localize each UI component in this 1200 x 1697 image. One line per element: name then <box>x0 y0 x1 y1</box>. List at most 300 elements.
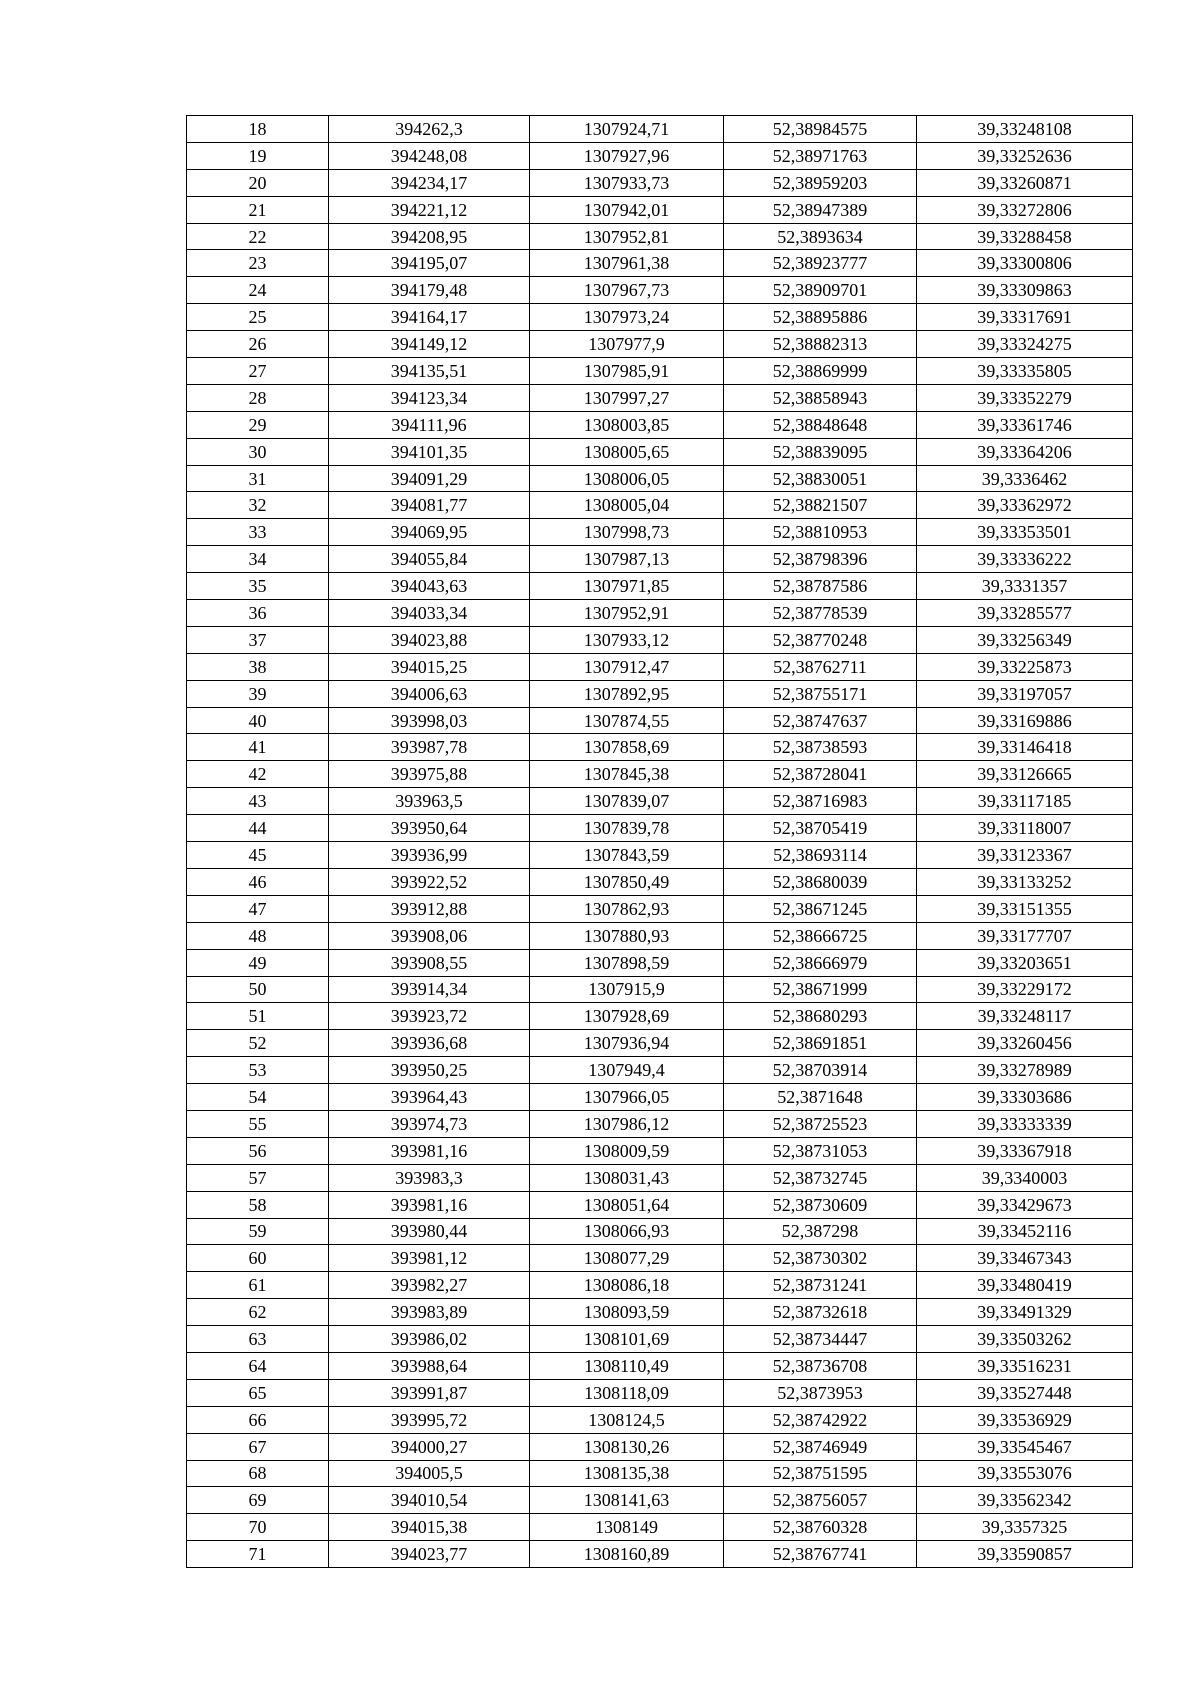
table-row <box>187 142 1133 169</box>
point-number-cell: 30 <box>187 438 329 465</box>
x-coordinate-cell: 394208,95 <box>329 223 530 250</box>
table-row <box>187 411 1133 438</box>
coordinates-table <box>186 115 1133 1568</box>
latitude-cell: 52,38798396 <box>724 546 917 573</box>
table-row <box>187 465 1133 492</box>
y-coordinate-cell: 1307927,96 <box>530 142 724 169</box>
y-coordinate-cell: 1308005,65 <box>530 438 724 465</box>
x-coordinate-cell: 394006,63 <box>329 680 530 707</box>
latitude-cell: 52,38959203 <box>724 169 917 196</box>
table-row <box>187 1030 1133 1057</box>
y-coordinate-cell: 1307928,69 <box>530 1003 724 1030</box>
x-coordinate-cell: 394248,08 <box>329 142 530 169</box>
longitude-cell: 39,33324275 <box>917 331 1133 358</box>
point-number-cell: 32 <box>187 492 329 519</box>
y-coordinate-cell: 1308135,38 <box>530 1460 724 1487</box>
latitude-cell: 52,3893634 <box>724 223 917 250</box>
table-row <box>187 304 1133 331</box>
latitude-cell: 52,38693114 <box>724 842 917 869</box>
longitude-cell: 39,33562342 <box>917 1487 1133 1514</box>
longitude-cell: 39,33146418 <box>917 734 1133 761</box>
longitude-cell: 39,33503262 <box>917 1326 1133 1353</box>
y-coordinate-cell: 1307997,27 <box>530 384 724 411</box>
table-row <box>187 438 1133 465</box>
y-coordinate-cell: 1308003,85 <box>530 411 724 438</box>
point-number-cell: 48 <box>187 922 329 949</box>
y-coordinate-cell: 1307892,95 <box>530 680 724 707</box>
longitude-cell: 39,33516231 <box>917 1352 1133 1379</box>
x-coordinate-cell: 393988,64 <box>329 1352 530 1379</box>
point-number-cell: 42 <box>187 761 329 788</box>
x-coordinate-cell: 394111,96 <box>329 411 530 438</box>
longitude-cell: 39,33300806 <box>917 250 1133 277</box>
y-coordinate-cell: 1307961,38 <box>530 250 724 277</box>
table-row <box>187 1191 1133 1218</box>
table-row <box>187 734 1133 761</box>
y-coordinate-cell: 1307985,91 <box>530 358 724 385</box>
longitude-cell: 39,33278989 <box>917 1057 1133 1084</box>
longitude-cell: 39,33527448 <box>917 1379 1133 1406</box>
longitude-cell: 39,33309863 <box>917 277 1133 304</box>
longitude-cell: 39,33352279 <box>917 384 1133 411</box>
point-number-cell: 56 <box>187 1137 329 1164</box>
table-row <box>187 788 1133 815</box>
longitude-cell: 39,33452116 <box>917 1218 1133 1245</box>
longitude-cell: 39,3331357 <box>917 573 1133 600</box>
point-number-cell: 54 <box>187 1084 329 1111</box>
latitude-cell: 52,38705419 <box>724 815 917 842</box>
y-coordinate-cell: 1307971,85 <box>530 573 724 600</box>
point-number-cell: 39 <box>187 680 329 707</box>
x-coordinate-cell: 393936,68 <box>329 1030 530 1057</box>
y-coordinate-cell: 1308051,64 <box>530 1191 724 1218</box>
table-row <box>187 384 1133 411</box>
x-coordinate-cell: 394135,51 <box>329 358 530 385</box>
x-coordinate-cell: 394023,88 <box>329 626 530 653</box>
point-number-cell: 24 <box>187 277 329 304</box>
y-coordinate-cell: 1307858,69 <box>530 734 724 761</box>
longitude-cell: 39,33133252 <box>917 868 1133 895</box>
y-coordinate-cell: 1307845,38 <box>530 761 724 788</box>
point-number-cell: 35 <box>187 573 329 600</box>
x-coordinate-cell: 393991,87 <box>329 1379 530 1406</box>
x-coordinate-cell: 394000,27 <box>329 1433 530 1460</box>
longitude-cell: 39,33429673 <box>917 1191 1133 1218</box>
x-coordinate-cell: 394149,12 <box>329 331 530 358</box>
point-number-cell: 37 <box>187 626 329 653</box>
latitude-cell: 52,38869999 <box>724 358 917 385</box>
x-coordinate-cell: 393922,52 <box>329 868 530 895</box>
point-number-cell: 22 <box>187 223 329 250</box>
latitude-cell: 52,38736708 <box>724 1352 917 1379</box>
y-coordinate-cell: 1307933,12 <box>530 626 724 653</box>
y-coordinate-cell: 1307915,9 <box>530 976 724 1003</box>
x-coordinate-cell: 394015,25 <box>329 653 530 680</box>
table-row <box>187 680 1133 707</box>
x-coordinate-cell: 393923,72 <box>329 1003 530 1030</box>
longitude-cell: 39,33317691 <box>917 304 1133 331</box>
x-coordinate-cell: 393980,44 <box>329 1218 530 1245</box>
longitude-cell: 39,33303686 <box>917 1084 1133 1111</box>
longitude-cell: 39,33467343 <box>917 1245 1133 1272</box>
y-coordinate-cell: 1307952,91 <box>530 600 724 627</box>
point-number-cell: 64 <box>187 1352 329 1379</box>
longitude-cell: 39,33252636 <box>917 142 1133 169</box>
x-coordinate-cell: 393986,02 <box>329 1326 530 1353</box>
latitude-cell: 52,38680039 <box>724 868 917 895</box>
x-coordinate-cell: 394005,5 <box>329 1460 530 1487</box>
x-coordinate-cell: 394234,17 <box>329 169 530 196</box>
table-row <box>187 761 1133 788</box>
latitude-cell: 52,38778539 <box>724 600 917 627</box>
longitude-cell: 39,33536929 <box>917 1406 1133 1433</box>
latitude-cell: 52,38732745 <box>724 1164 917 1191</box>
latitude-cell: 52,38730609 <box>724 1191 917 1218</box>
y-coordinate-cell: 1308118,09 <box>530 1379 724 1406</box>
table-row <box>187 895 1133 922</box>
latitude-cell: 52,3873953 <box>724 1379 917 1406</box>
point-number-cell: 52 <box>187 1030 329 1057</box>
longitude-cell: 39,33362972 <box>917 492 1133 519</box>
longitude-cell: 39,33367918 <box>917 1137 1133 1164</box>
table-row <box>187 169 1133 196</box>
latitude-cell: 52,38671999 <box>724 976 917 1003</box>
y-coordinate-cell: 1308031,43 <box>530 1164 724 1191</box>
latitude-cell: 52,38770248 <box>724 626 917 653</box>
point-number-cell: 41 <box>187 734 329 761</box>
x-coordinate-cell: 393914,34 <box>329 976 530 1003</box>
table-row <box>187 1084 1133 1111</box>
latitude-cell: 52,38691851 <box>724 1030 917 1057</box>
y-coordinate-cell: 1308006,05 <box>530 465 724 492</box>
table-row <box>187 1379 1133 1406</box>
longitude-cell: 39,33260871 <box>917 169 1133 196</box>
y-coordinate-cell: 1308110,49 <box>530 1352 724 1379</box>
x-coordinate-cell: 394164,17 <box>329 304 530 331</box>
table-row <box>187 116 1133 143</box>
point-number-cell: 46 <box>187 868 329 895</box>
table-row <box>187 1514 1133 1541</box>
longitude-cell: 39,33118007 <box>917 815 1133 842</box>
longitude-cell: 39,33260456 <box>917 1030 1133 1057</box>
point-number-cell: 69 <box>187 1487 329 1514</box>
y-coordinate-cell: 1307966,05 <box>530 1084 724 1111</box>
latitude-cell: 52,38716983 <box>724 788 917 815</box>
longitude-cell: 39,33229172 <box>917 976 1133 1003</box>
y-coordinate-cell: 1308009,59 <box>530 1137 724 1164</box>
point-number-cell: 29 <box>187 411 329 438</box>
y-coordinate-cell: 1307850,49 <box>530 868 724 895</box>
y-coordinate-cell: 1307874,55 <box>530 707 724 734</box>
longitude-cell: 39,33335805 <box>917 358 1133 385</box>
x-coordinate-cell: 394069,95 <box>329 519 530 546</box>
y-coordinate-cell: 1307987,13 <box>530 546 724 573</box>
point-number-cell: 33 <box>187 519 329 546</box>
point-number-cell: 36 <box>187 600 329 627</box>
table-row <box>187 573 1133 600</box>
point-number-cell: 34 <box>187 546 329 573</box>
longitude-cell: 39,33256349 <box>917 626 1133 653</box>
y-coordinate-cell: 1307839,07 <box>530 788 724 815</box>
table-row <box>187 815 1133 842</box>
y-coordinate-cell: 1307933,73 <box>530 169 724 196</box>
latitude-cell: 52,38760328 <box>724 1514 917 1541</box>
x-coordinate-cell: 393987,78 <box>329 734 530 761</box>
latitude-cell: 52,38762711 <box>724 653 917 680</box>
point-number-cell: 26 <box>187 331 329 358</box>
latitude-cell: 52,38738593 <box>724 734 917 761</box>
longitude-cell: 39,33151355 <box>917 895 1133 922</box>
point-number-cell: 44 <box>187 815 329 842</box>
table-row <box>187 842 1133 869</box>
x-coordinate-cell: 394015,38 <box>329 1514 530 1541</box>
x-coordinate-cell: 394262,3 <box>329 116 530 143</box>
latitude-cell: 52,38730302 <box>724 1245 917 1272</box>
x-coordinate-cell: 394081,77 <box>329 492 530 519</box>
latitude-cell: 52,38767741 <box>724 1541 917 1568</box>
longitude-cell: 39,33203651 <box>917 949 1133 976</box>
table-row <box>187 1003 1133 1030</box>
point-number-cell: 55 <box>187 1110 329 1137</box>
x-coordinate-cell: 393981,16 <box>329 1191 530 1218</box>
latitude-cell: 52,38666725 <box>724 922 917 949</box>
longitude-cell: 39,33361746 <box>917 411 1133 438</box>
y-coordinate-cell: 1307924,71 <box>530 116 724 143</box>
latitude-cell: 52,38756057 <box>724 1487 917 1514</box>
point-number-cell: 61 <box>187 1272 329 1299</box>
y-coordinate-cell: 1307967,73 <box>530 277 724 304</box>
latitude-cell: 52,38895886 <box>724 304 917 331</box>
point-number-cell: 71 <box>187 1541 329 1568</box>
x-coordinate-cell: 393974,73 <box>329 1110 530 1137</box>
table-row <box>187 1299 1133 1326</box>
x-coordinate-cell: 394043,63 <box>329 573 530 600</box>
table-row <box>187 976 1133 1003</box>
y-coordinate-cell: 1307839,78 <box>530 815 724 842</box>
point-number-cell: 20 <box>187 169 329 196</box>
longitude-cell: 39,33126665 <box>917 761 1133 788</box>
latitude-cell: 52,38731241 <box>724 1272 917 1299</box>
point-number-cell: 49 <box>187 949 329 976</box>
y-coordinate-cell: 1307977,9 <box>530 331 724 358</box>
latitude-cell: 52,3871648 <box>724 1084 917 1111</box>
latitude-cell: 52,38755171 <box>724 680 917 707</box>
x-coordinate-cell: 393908,06 <box>329 922 530 949</box>
table-row <box>187 1245 1133 1272</box>
latitude-cell: 52,38732618 <box>724 1299 917 1326</box>
x-coordinate-cell: 394179,48 <box>329 277 530 304</box>
coordinates-table-body <box>187 116 1133 1568</box>
table-row <box>187 223 1133 250</box>
point-number-cell: 45 <box>187 842 329 869</box>
longitude-cell: 39,33353501 <box>917 519 1133 546</box>
x-coordinate-cell: 393981,16 <box>329 1137 530 1164</box>
latitude-cell: 52,38984575 <box>724 116 917 143</box>
table-row <box>187 519 1133 546</box>
longitude-cell: 39,33545467 <box>917 1433 1133 1460</box>
latitude-cell: 52,38810953 <box>724 519 917 546</box>
table-row <box>187 1272 1133 1299</box>
point-number-cell: 51 <box>187 1003 329 1030</box>
y-coordinate-cell: 1308124,5 <box>530 1406 724 1433</box>
y-coordinate-cell: 1307912,47 <box>530 653 724 680</box>
point-number-cell: 57 <box>187 1164 329 1191</box>
longitude-cell: 39,33285577 <box>917 600 1133 627</box>
table-row <box>187 1541 1133 1568</box>
y-coordinate-cell: 1307880,93 <box>530 922 724 949</box>
y-coordinate-cell: 1308086,18 <box>530 1272 724 1299</box>
longitude-cell: 39,33225873 <box>917 653 1133 680</box>
y-coordinate-cell: 1308077,29 <box>530 1245 724 1272</box>
table-row <box>187 707 1133 734</box>
table-row <box>187 277 1133 304</box>
x-coordinate-cell: 394221,12 <box>329 196 530 223</box>
table-row <box>187 331 1133 358</box>
longitude-cell: 39,33333339 <box>917 1110 1133 1137</box>
table-row <box>187 1487 1133 1514</box>
y-coordinate-cell: 1307986,12 <box>530 1110 724 1137</box>
table-row <box>187 600 1133 627</box>
y-coordinate-cell: 1307936,94 <box>530 1030 724 1057</box>
x-coordinate-cell: 394101,35 <box>329 438 530 465</box>
x-coordinate-cell: 393982,27 <box>329 1272 530 1299</box>
longitude-cell: 39,33197057 <box>917 680 1133 707</box>
y-coordinate-cell: 1308149 <box>530 1514 724 1541</box>
point-number-cell: 63 <box>187 1326 329 1353</box>
y-coordinate-cell: 1307898,59 <box>530 949 724 976</box>
table-row <box>187 1460 1133 1487</box>
table-row <box>187 1218 1133 1245</box>
x-coordinate-cell: 394055,84 <box>329 546 530 573</box>
longitude-cell: 39,3357325 <box>917 1514 1133 1541</box>
point-number-cell: 40 <box>187 707 329 734</box>
latitude-cell: 52,38830051 <box>724 465 917 492</box>
latitude-cell: 52,38848648 <box>724 411 917 438</box>
x-coordinate-cell: 393908,55 <box>329 949 530 976</box>
table-row <box>187 1110 1133 1137</box>
latitude-cell: 52,38731053 <box>724 1137 917 1164</box>
longitude-cell: 39,33590857 <box>917 1541 1133 1568</box>
longitude-cell: 39,33248117 <box>917 1003 1133 1030</box>
longitude-cell: 39,33553076 <box>917 1460 1133 1487</box>
longitude-cell: 39,33123367 <box>917 842 1133 869</box>
longitude-cell: 39,33272806 <box>917 196 1133 223</box>
longitude-cell: 39,33117185 <box>917 788 1133 815</box>
point-number-cell: 50 <box>187 976 329 1003</box>
y-coordinate-cell: 1308141,63 <box>530 1487 724 1514</box>
table-row <box>187 196 1133 223</box>
latitude-cell: 52,38839095 <box>724 438 917 465</box>
y-coordinate-cell: 1308093,59 <box>530 1299 724 1326</box>
latitude-cell: 52,38680293 <box>724 1003 917 1030</box>
y-coordinate-cell: 1307942,01 <box>530 196 724 223</box>
table-row <box>187 653 1133 680</box>
latitude-cell: 52,38728041 <box>724 761 917 788</box>
table-row <box>187 1057 1133 1084</box>
longitude-cell: 39,33364206 <box>917 438 1133 465</box>
latitude-cell: 52,38909701 <box>724 277 917 304</box>
x-coordinate-cell: 393950,64 <box>329 815 530 842</box>
table-row <box>187 1137 1133 1164</box>
longitude-cell: 39,33491329 <box>917 1299 1133 1326</box>
x-coordinate-cell: 393981,12 <box>329 1245 530 1272</box>
x-coordinate-cell: 393936,99 <box>329 842 530 869</box>
point-number-cell: 59 <box>187 1218 329 1245</box>
point-number-cell: 25 <box>187 304 329 331</box>
longitude-cell: 39,33169886 <box>917 707 1133 734</box>
latitude-cell: 52,38858943 <box>724 384 917 411</box>
longitude-cell: 39,33177707 <box>917 922 1133 949</box>
latitude-cell: 52,38742922 <box>724 1406 917 1433</box>
table-row <box>187 1352 1133 1379</box>
table-row <box>187 1164 1133 1191</box>
latitude-cell: 52,38947389 <box>724 196 917 223</box>
longitude-cell: 39,3340003 <box>917 1164 1133 1191</box>
point-number-cell: 43 <box>187 788 329 815</box>
y-coordinate-cell: 1308066,93 <box>530 1218 724 1245</box>
latitude-cell: 52,38671245 <box>724 895 917 922</box>
y-coordinate-cell: 1307973,24 <box>530 304 724 331</box>
y-coordinate-cell: 1307998,73 <box>530 519 724 546</box>
y-coordinate-cell: 1308130,26 <box>530 1433 724 1460</box>
x-coordinate-cell: 393983,89 <box>329 1299 530 1326</box>
latitude-cell: 52,38923777 <box>724 250 917 277</box>
point-number-cell: 70 <box>187 1514 329 1541</box>
latitude-cell: 52,38703914 <box>724 1057 917 1084</box>
latitude-cell: 52,38747637 <box>724 707 917 734</box>
latitude-cell: 52,38746949 <box>724 1433 917 1460</box>
point-number-cell: 66 <box>187 1406 329 1433</box>
latitude-cell: 52,387298 <box>724 1218 917 1245</box>
table-row <box>187 922 1133 949</box>
x-coordinate-cell: 393950,25 <box>329 1057 530 1084</box>
point-number-cell: 60 <box>187 1245 329 1272</box>
table-row <box>187 1326 1133 1353</box>
x-coordinate-cell: 394010,54 <box>329 1487 530 1514</box>
x-coordinate-cell: 393983,3 <box>329 1164 530 1191</box>
x-coordinate-cell: 393964,43 <box>329 1084 530 1111</box>
point-number-cell: 31 <box>187 465 329 492</box>
y-coordinate-cell: 1308101,69 <box>530 1326 724 1353</box>
x-coordinate-cell: 393963,5 <box>329 788 530 815</box>
y-coordinate-cell: 1307843,59 <box>530 842 724 869</box>
latitude-cell: 52,38821507 <box>724 492 917 519</box>
latitude-cell: 52,38787586 <box>724 573 917 600</box>
latitude-cell: 52,38882313 <box>724 331 917 358</box>
y-coordinate-cell: 1307862,93 <box>530 895 724 922</box>
point-number-cell: 38 <box>187 653 329 680</box>
table-row <box>187 1433 1133 1460</box>
x-coordinate-cell: 393912,88 <box>329 895 530 922</box>
point-number-cell: 47 <box>187 895 329 922</box>
point-number-cell: 67 <box>187 1433 329 1460</box>
x-coordinate-cell: 393998,03 <box>329 707 530 734</box>
point-number-cell: 23 <box>187 250 329 277</box>
longitude-cell: 39,33288458 <box>917 223 1133 250</box>
point-number-cell: 68 <box>187 1460 329 1487</box>
point-number-cell: 58 <box>187 1191 329 1218</box>
table-row <box>187 250 1133 277</box>
table-row <box>187 949 1133 976</box>
latitude-cell: 52,38734447 <box>724 1326 917 1353</box>
point-number-cell: 28 <box>187 384 329 411</box>
longitude-cell: 39,33480419 <box>917 1272 1133 1299</box>
table-row <box>187 626 1133 653</box>
x-coordinate-cell: 394195,07 <box>329 250 530 277</box>
x-coordinate-cell: 394023,77 <box>329 1541 530 1568</box>
point-number-cell: 65 <box>187 1379 329 1406</box>
point-number-cell: 19 <box>187 142 329 169</box>
